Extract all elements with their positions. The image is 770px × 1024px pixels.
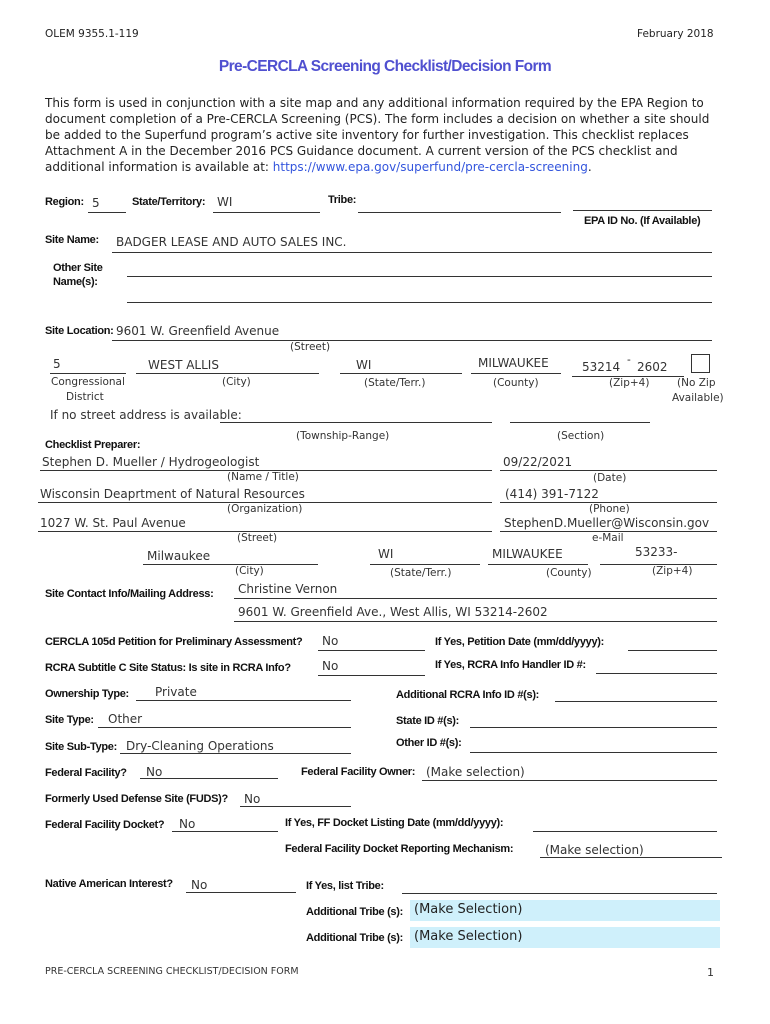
preparer-name-field[interactable]: Stephen D. Mueller / Hydrogeologist — [42, 455, 260, 469]
footer-form-name: PRE-CERCLA SCREENING CHECKLIST/DECISION FORM — [45, 966, 299, 977]
checklist-preparer-label: Checklist Preparer: — [45, 439, 141, 451]
preparer-city-caption: (City) — [235, 565, 264, 577]
epa-id-label: EPA ID No. (If Available) — [584, 215, 701, 227]
federal-owner-select[interactable]: (Make selection) — [426, 765, 525, 779]
site-street-field[interactable]: 9601 W. Greenfield Avenue — [116, 324, 280, 338]
region-field[interactable]: 5 — [92, 196, 100, 210]
site-type-field[interactable]: Other — [108, 712, 143, 726]
federal-docket-field[interactable]: No — [179, 817, 196, 831]
region-label: Region: — [45, 196, 84, 208]
other-id-label: Other ID #(s): — [396, 737, 462, 749]
petition-date-label: If Yes, Petition Date (mm/dd/yyyy): — [435, 636, 605, 648]
rcra-status-label: RCRA Subtitle C Site Status: Is site in RCRA Info? — [45, 662, 291, 674]
state-caption: (State/Terr.) — [364, 377, 426, 389]
preparer-state-caption: (State/Terr.) — [390, 567, 452, 579]
other-site-label: Other Site — [53, 262, 103, 274]
ownership-type-field[interactable]: Private — [155, 685, 197, 699]
preparer-zip-caption: (Zip+4) — [652, 565, 693, 577]
congressional-caption: Congressional — [51, 376, 125, 388]
additional-tribe-select-1[interactable] — [410, 900, 720, 921]
rcra-handler-label: If Yes, RCRA Info Handler ID #: — [435, 659, 586, 671]
preparer-phone-field[interactable]: (414) 391-7122 — [505, 487, 599, 501]
additional-tribe-label-1: Additional Tribe (s): — [306, 906, 403, 918]
rcra-status-field[interactable]: No — [322, 659, 339, 673]
state-territory-label: State/Territory: — [132, 196, 206, 208]
township-caption: (Township-Range) — [296, 430, 390, 442]
page-number: 1 — [707, 966, 714, 979]
contact-name-field[interactable]: Christine Vernon — [238, 582, 338, 596]
no-zip-checkbox[interactable] — [691, 354, 710, 373]
additional-tribe-value-1: (Make Selection) — [414, 902, 523, 917]
federal-owner-label: Federal Facility Owner: — [301, 766, 416, 778]
intro-text: This form is used in conjunction with a site map and any additional information required by the EPA Region to document completion of a Pre-CERCLA Screening (PCS). The form includes a decision on whether a site should be added to the Superfund program’s active site inventory for further investigation. This checklist replaces Attachment A in the December 2016 PCS Guidance document. A current version of the PCS checklist and additional information is available at: — [45, 96, 710, 174]
site-zip4-field[interactable]: 2602 — [637, 360, 668, 374]
email-caption: e-Mail — [592, 532, 624, 544]
intro-paragraph — [45, 95, 725, 175]
preparer-county-field[interactable]: MILWAUKEE — [492, 547, 563, 561]
name-title-caption: (Name / Title) — [227, 471, 299, 483]
district-caption: District — [66, 391, 104, 403]
site-name-field[interactable]: BADGER LEASE AND AUTO SALES INC. — [116, 235, 347, 249]
native-american-field[interactable]: No — [191, 878, 208, 892]
state-id-label: State ID #(s): — [396, 715, 460, 727]
site-contact-label: Site Contact Info/Mailing Address: — [45, 588, 214, 600]
document-id: OLEM 9355.1-119 — [45, 28, 139, 40]
zip-caption: (Zip+4) — [609, 377, 650, 389]
no-zip-available-caption: Available) — [672, 392, 724, 404]
state-territory-field[interactable]: WI — [217, 195, 233, 209]
section-caption: (Section) — [557, 430, 605, 442]
site-location-label: Site Location: — [45, 325, 114, 337]
preparer-state-field[interactable]: WI — [378, 547, 394, 561]
additional-rcra-label: Additional RCRA Info ID #(s): — [396, 689, 540, 701]
preparer-city-field[interactable]: Milwaukee — [147, 549, 211, 563]
preparer-org-field[interactable]: Wisconsin Deaprtment of Natural Resources — [40, 487, 305, 501]
site-subtype-label: Site Sub-Type: — [45, 741, 117, 753]
page-title: Pre-CERCLA Screening Checklist/Decision Form — [218, 58, 552, 75]
site-type-label: Site Type: — [45, 714, 94, 726]
phone-caption: (Phone) — [589, 503, 630, 515]
site-subtype-field[interactable]: Dry-Cleaning Operations — [126, 739, 274, 753]
native-american-label: Native American Interest? — [45, 878, 173, 890]
tribe-label: Tribe: — [328, 194, 357, 206]
no-zip-caption: (No Zip — [677, 377, 716, 389]
cercla-petition-field[interactable]: No — [322, 634, 339, 648]
docket-date-label: If Yes, FF Docket Listing Date (mm/dd/yyyy): — [285, 817, 504, 829]
additional-tribe-label-2: Additional Tribe (s): — [306, 932, 403, 944]
federal-facility-label: Federal Facility? — [45, 767, 127, 779]
document-date: February 2018 — [637, 28, 714, 40]
cercla-petition-label: CERCLA 105d Petition for Preliminary Assessment? — [45, 636, 303, 648]
preparer-date-field[interactable]: 09/22/2021 — [503, 455, 573, 469]
preparer-county-caption: (County) — [546, 567, 592, 579]
docket-mechanism-select[interactable]: (Make selection) — [545, 843, 644, 857]
pcs-link[interactable]: https://www.epa.gov/superfund/pre-cercla-screening — [272, 160, 588, 174]
additional-tribe-value-2: (Make Selection) — [414, 929, 523, 944]
no-street-label: If no street address is available: — [50, 408, 242, 422]
city-caption: (City) — [222, 376, 251, 388]
additional-tribe-select-2[interactable] — [410, 927, 720, 948]
ownership-type-label: Ownership Type: — [45, 688, 129, 700]
list-tribe-label: If Yes, list Tribe: — [306, 880, 384, 892]
preparer-zip-field[interactable]: 53233- — [635, 545, 678, 559]
federal-facility-field[interactable]: No — [146, 765, 163, 779]
site-state-field[interactable]: WI — [356, 358, 372, 372]
site-city-field[interactable]: WEST ALLIS — [148, 358, 219, 372]
docket-mechanism-label: Federal Facility Docket Reporting Mechanism: — [285, 843, 514, 855]
zip-dash: - — [627, 354, 631, 366]
site-name-label: Site Name: — [45, 234, 99, 246]
intro-suffix: . — [587, 160, 592, 174]
federal-docket-label: Federal Facility Docket? — [45, 819, 165, 831]
preparer-email-field[interactable]: StephenD.Mueller@Wisconsin.gov — [504, 516, 710, 530]
date-caption: (Date) — [593, 472, 627, 484]
site-zip-field[interactable]: 53214 — [582, 360, 621, 374]
organization-caption: (Organization) — [227, 503, 303, 515]
fuds-label: Formerly Used Defense Site (FUDS)? — [45, 793, 228, 805]
preparer-street-field[interactable]: 1027 W. St. Paul Avenue — [40, 516, 186, 530]
fuds-field[interactable]: No — [244, 792, 261, 806]
county-caption: (County) — [493, 377, 539, 389]
congressional-district-field[interactable]: 5 — [53, 357, 61, 371]
contact-address-field[interactable]: 9601 W. Greenfield Ave., West Allis, WI 53214-2602 — [238, 605, 548, 619]
other-site-names-label: Name(s): — [53, 276, 98, 288]
preparer-street-caption: (Street) — [237, 532, 278, 544]
site-county-field[interactable]: MILWAUKEE — [478, 356, 549, 370]
street-caption: (Street) — [290, 341, 331, 353]
